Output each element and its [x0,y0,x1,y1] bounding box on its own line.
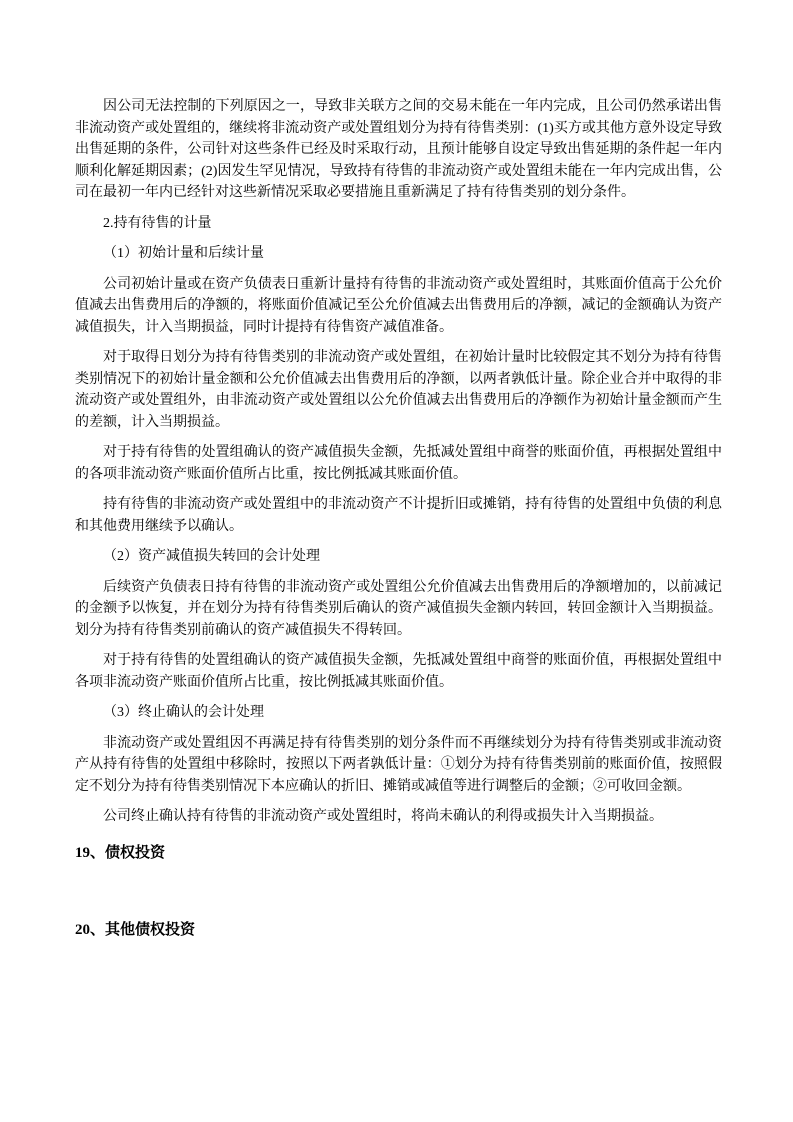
heading-20-other-debt-investments: 20、其他债权投资 [75,921,196,938]
paragraph-impairment-allocation-on-reversal: 对于持有待售的处置组确认的资产减值损失金额，先抵减处置组中商誉的账面价值，再根据处置组中各项非流动资产账面价值所占比重，按比例抵减其账面价值。 [75,653,722,690]
subheading-derecognition-accounting: （3）终止确认的会计处理 [103,705,264,720]
heading-19-debt-investments: 19、债权投资 [75,844,166,861]
paragraph-acquisition-date-classification: 对于取得日划分为持有待售类别的非流动资产或处置组，在初始计量时比较假定其不划分为持有待售类别情况下的初始计量金额和公允价值减去出售费用后的净额，以两者孰低计量。除企业合并中取得的非流动资产或处置组外，由非流动资产或处置组以公允价值减去出售费用后的净额作为初始计量金额而产生的差额，计入当期损益。 [75,350,722,430]
paragraph-initial-measurement: 公司初始计量或在资产负债表日重新计量持有待售的非流动资产或处置组时，其账面价值高于公允价值减去出售费用后的净额的，将账面价值减记至公允价值减去出售费用后的净额，减记的金额确认为资产减值损失，计入当期损益，同时计提持有待售资产减值准备。 [75,276,722,335]
paragraph-no-depreciation-amortization: 持有待售的非流动资产或处置组中的非流动资产不计提折旧或摊销，持有待售的处置组中负债的利息和其他费用继续予以确认。 [75,497,722,534]
subheading-impairment-reversal-accounting: （2）资产减值损失转回的会计处理 [103,549,320,564]
subheading-initial-and-subsequent-measurement: （1）初始计量和后续计量 [103,246,264,261]
paragraph-impairment-reversal: 后续资产负债表日持有待售的非流动资产或处置组公允价值减去出售费用后的净额增加的，以前减记的金额予以恢复，并在划分为持有待售类别后确认的资产减值损失金额内转回，转回金额计入当期损益。划分为持有待售类别前确认的资产减值损失不得转回。 [75,579,722,638]
paragraph-impairment-allocation-disposal-group: 对于持有待售的处置组确认的资产减值损失金额，先抵减处置组中商誉的账面价值，再根据处置组中的各项非流动资产账面价值所占比重，按比例抵减其账面价值。 [75,445,722,482]
paragraph-uncontrollable-delay-conditions: 因公司无法控制的下列原因之一，导致非关联方之间的交易未能在一年内完成，且公司仍然承诺出售非流动资产或处置组的，继续将非流动资产或处置组划分为持有待售类别：(1)买方或其他方意外设定导致出售延期的条件，公司针对这些条件已经及时采取行动，且预计能够自设定导致出售延期的条件起一年内顺利化解延期因素；(2)因发生罕见情况，导致持有待售的非流动资产或处置组未能在一年内完成出售，公司在最初一年内已经针对这些新情况采取必要措施且重新满足了持有待售类别的划分条件。 [75,99,722,200]
paragraph-derecognition-gain-loss: 公司终止确认持有待售的非流动资产或处置组时，将尚未确认的利得或损失计入当期损益。 [103,809,663,824]
paragraph-reclassification-measurement: 非流动资产或处置组因不再满足持有待售类别的划分条件而不再继续划分为持有待售类别或非流动资产从持有待售的处置组中移除时，按照以下两者孰低计量：①划分为持有待售类别前的账面价值，按照假定不划分为持有待售类别情况下本应确认的折旧、摊销或减值等进行调整后的金额；②可收回金额。 [75,735,722,794]
subheading-held-for-sale-measurement: 2.持有待售的计量 [103,215,212,231]
